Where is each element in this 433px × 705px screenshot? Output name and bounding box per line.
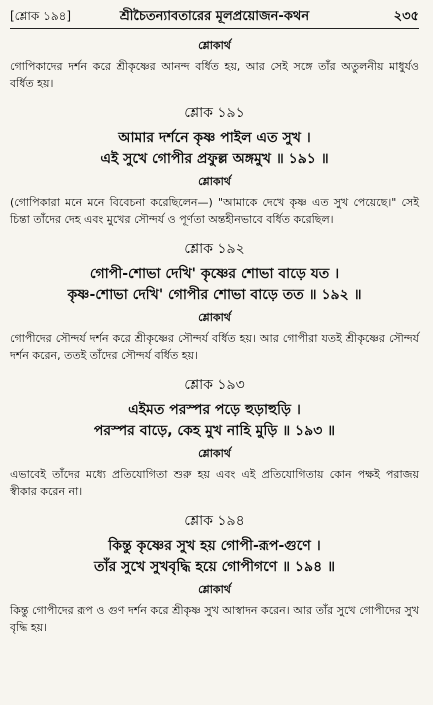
sloka-heading: শ্লোক ১৯৪ — [184, 513, 245, 529]
translation-label: শ্লোকার্থ — [198, 175, 231, 188]
sloka-block — [10, 509, 419, 636]
translation-label: শ্লোকার্থ — [198, 311, 231, 324]
verse-line: কৃষ্ণ-শোভা দেখি' গোপীর শোভা বাড়ে তত ॥ ১৯২ ॥ — [67, 287, 362, 303]
translation-text: গোপিকাদের দর্শন করে শ্রীকৃষ্ণের আনন্দ বর্ধিত হয়, আর সেই সঙ্গে তাঁর অতুলনীয় মাধুর্যও বর্ধিত হয়। — [10, 60, 419, 90]
verse-line: আমার দর্শনে কৃষ্ণ পাইল এত সুখ । — [118, 130, 311, 146]
sloka-block — [10, 101, 419, 228]
verse-line: গোপী-শোভা দেখি' কৃষ্ণের শোভা বাড়ে যত । — [89, 266, 340, 282]
sloka-heading: শ্লোক ১৯১ — [184, 105, 245, 121]
translation-label: শ্লোকার্থ — [198, 583, 231, 596]
sloka-heading: শ্লোক ১৯২ — [184, 241, 245, 257]
header-verse-range: [শ্লোক ১৯৪] — [10, 9, 72, 23]
sloka-heading: শ্লোক ১৯৩ — [184, 377, 245, 393]
translation-text: এভাবেই তাঁদের মধ্যে প্রতিযোগিতা শুরু হয় এবং এই প্রতিযোগিতায় কোন পক্ষই পরাজয় স্বীকার করেন না। — [10, 468, 419, 498]
verse-line: তাঁর সুখে সুখবৃদ্ধি হয়ে গোপীগণে ॥ ১৯৪ ॥ — [94, 559, 335, 575]
header-title: শ্রীচৈতন্যাবতারের মূলপ্রয়োজন-কথন — [119, 9, 310, 24]
sloka-block — [10, 237, 419, 364]
page-number: ২৩৫ — [393, 9, 419, 24]
page-header — [10, 6, 419, 29]
sloka-block — [10, 373, 419, 500]
translation-text: গোপীদের সৌন্দর্য দর্শন করে শ্রীকৃষ্ণের সৌন্দর্য বর্ধিত হয়। আর গোপীরা যতই শ্রীকৃষ্ণের সৌন্দর্য দর্শন করেন, ততই তাঁদের সৌন্দর্য বর্ধিত হয়। — [10, 332, 419, 362]
verse-line: এই সুখে গোপীর প্রফুল্ল অঙ্গমুখ ॥ ১৯১ ॥ — [100, 151, 329, 167]
translation-text: কিন্তু গোপীদের রূপ ও গুণ দর্শন করে শ্রীকৃষ্ণ সুখ আস্বাদন করেন। আর তাঁর সুখে গোপীদের সুখ বৃদ্ধি হয়। — [10, 604, 419, 634]
verse-line: পরস্পর বাড়ে, কেহ মুখ নাহি মুড়ি ॥ ১৯৩ ॥ — [93, 423, 336, 439]
translation-text: (গোপিকারা মনে মনে বিবেচনা করেছিলেন—) "আমাকে দেখে কৃষ্ণ এত সুখ পেয়েছে।" সেই চিন্তা তাঁদের দেহ এবং মুখের সৌন্দর্য ও পূর্ণতা অন্তহীনভাবে বর্ধিত করেছিল। — [10, 196, 419, 226]
verse-line: এইমত পরস্পর পড়ে হুড়াহুড়ি । — [128, 402, 301, 418]
verse-line: কিন্তু কৃষ্ণের সুখ হয় গোপী-রূপ-গুণে । — [108, 538, 321, 554]
translation-label: শ্লোকার্থ — [198, 447, 231, 460]
page-content — [10, 34, 419, 636]
translation-label: শ্লোকার্থ — [198, 39, 231, 52]
